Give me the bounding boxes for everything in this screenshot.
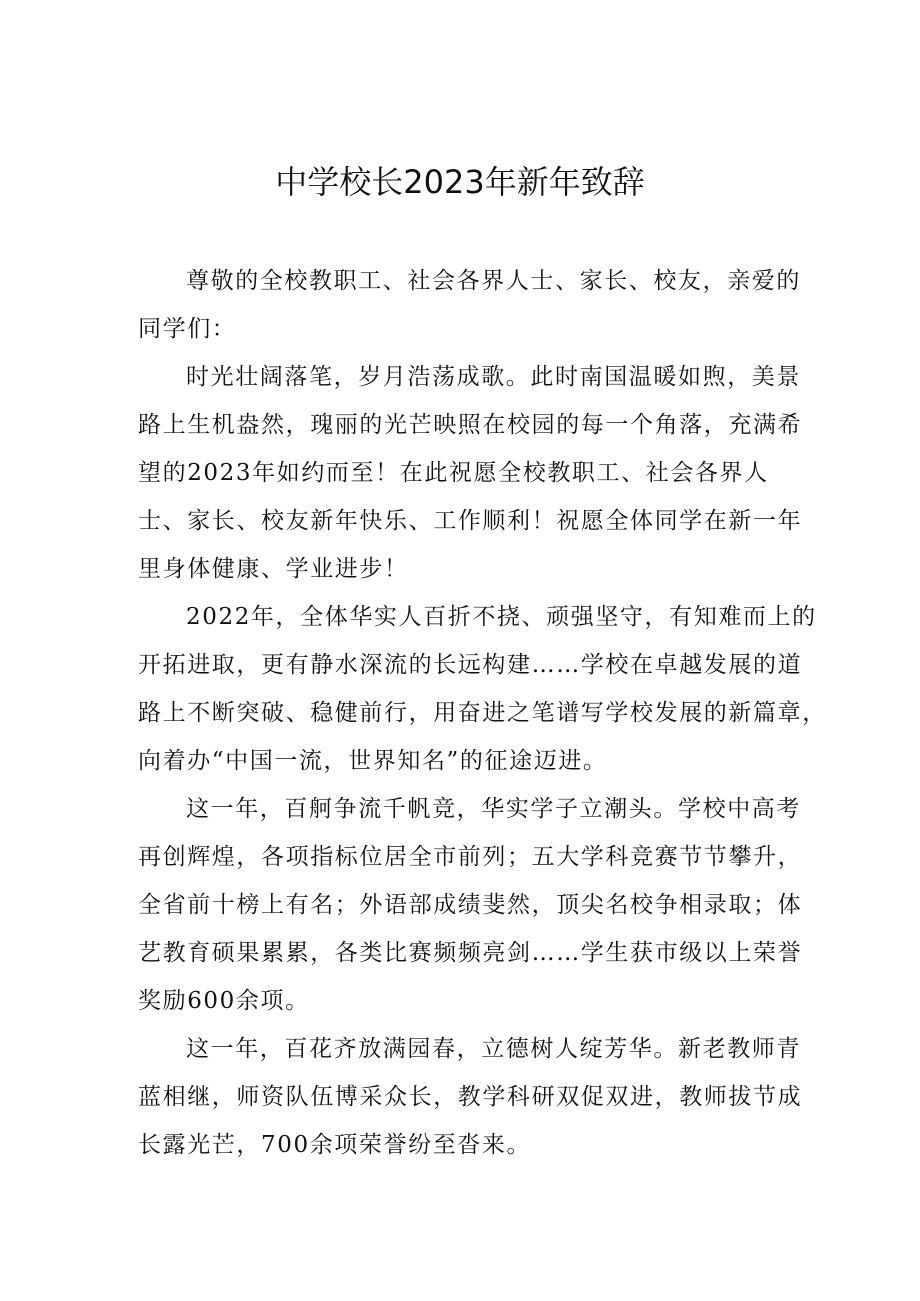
paragraph-line: 蓝相继，师资队伍博采众长，教学科研双促双进，教师拔节成 [138,1084,803,1110]
paragraph-line: 同学们： [138,316,237,342]
paragraph-line: 望的2023年如约而至！在此祝愿全校教职工、社会各界人 [138,460,769,486]
paragraph-line: 全省前十榜上有名；外语部成绩斐然，顶尖名校争相录取；体 [138,892,803,918]
paragraph-line: 2022年，全体华实人百折不挠、顽强坚守，有知难而上的 [186,604,817,630]
paragraph-line: 尊敬的全校教职工、社会各界人士、家长、校友，亲爱的 [186,268,801,294]
document-body [138,257,827,1169]
paragraph-line: 再创辉煌，各项指标位居全市前列；五大学科竞赛节节攀升， [138,844,803,870]
paragraph-line: 奖励600余项。 [138,988,310,1014]
paragraph-line: 这一年，百花齐放满园春，立德树人绽芳华。新老教师青 [186,1036,801,1062]
paragraph-line: 向着办“中国一流，世界知名”的征途迈进。 [138,748,608,774]
paragraph-line: 时光壮阔落笔，岁月浩荡成歌。此时南国温暖如煦，美景 [186,364,801,390]
paragraph-line: 路上不断突破、稳健前行，用奋进之笔谱写学校发展的新篇章， [138,700,827,726]
document-title: 中学校长2023年新年致辞 [275,163,645,201]
paragraph-line: 路上生机盎然，瑰丽的光芒映照在校园的每一个角落，充满希 [138,412,803,438]
paragraph-line: 里身体健康、学业进步！ [138,556,409,582]
paragraph-line: 艺教育硕果累累，各类比赛频频亮剑……学生获市级以上荣誉 [138,940,803,966]
paragraph-line: 开拓进取，更有静水深流的长远构建……学校在卓越发展的道 [138,652,803,678]
paragraph-line: 士、家长、校友新年快乐、工作顺利！祝愿全体同学在新一年 [138,508,803,534]
paragraph-line: 这一年，百舸争流千帆竞，华实学子立潮头。学校中高考 [186,796,801,822]
paragraph-line: 长露光芒，700余项荣誉纷至沓来。 [138,1132,532,1158]
